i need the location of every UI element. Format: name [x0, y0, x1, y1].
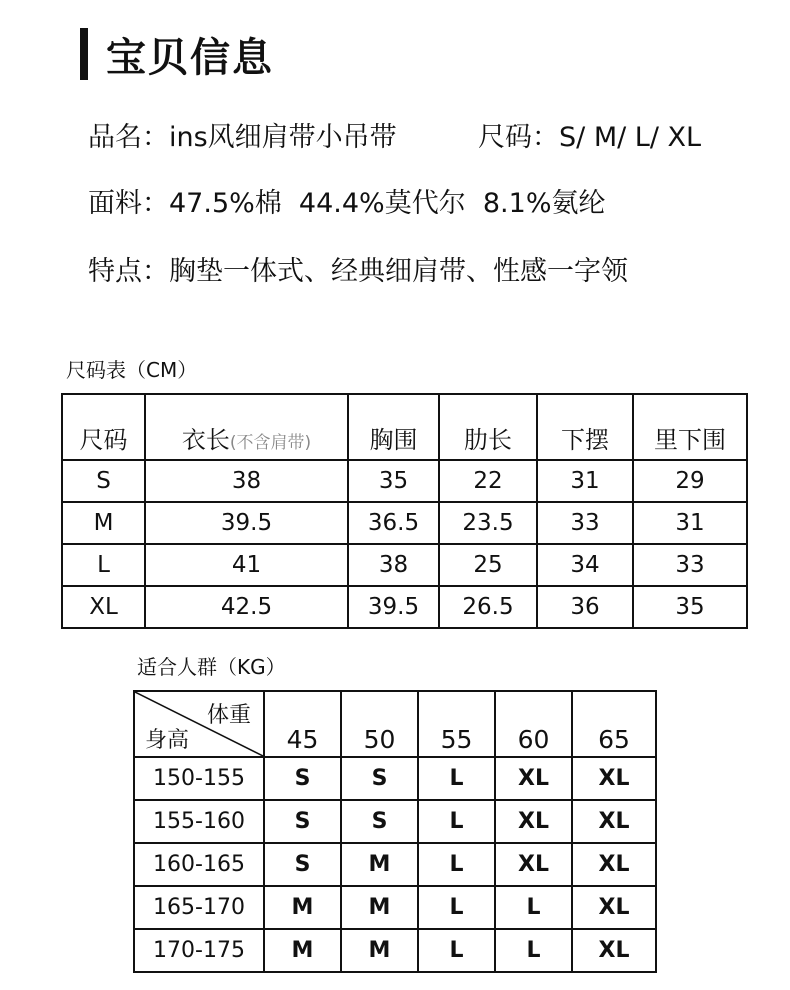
- height-cell: 160-165: [134, 843, 264, 886]
- size-label: 尺码：: [478, 122, 559, 153]
- fit-size-cell: L: [418, 886, 495, 929]
- value-cell: 23.5: [439, 502, 537, 544]
- value-cell: 29: [633, 460, 747, 502]
- value-cell: 36: [537, 586, 633, 628]
- fit-size-cell: XL: [495, 757, 572, 800]
- fabric-line: [88, 184, 605, 224]
- value-cell: 36.5: [348, 502, 439, 544]
- fit-size-cell: XL: [495, 800, 572, 843]
- size-chart-header-row: [62, 394, 747, 460]
- header-rib-length: 肋长: [439, 394, 537, 460]
- fabric-label: 面料：: [88, 188, 169, 219]
- height-cell: 170-175: [134, 929, 264, 972]
- value-cell: 42.5: [145, 586, 348, 628]
- feature-line: [88, 252, 628, 292]
- fit-size-cell: S: [264, 757, 341, 800]
- header-bust: 胸围: [348, 394, 439, 460]
- value-cell: 35: [348, 460, 439, 502]
- weight-header: 50: [341, 691, 418, 757]
- table-row: [134, 800, 656, 843]
- fit-size-cell: M: [341, 929, 418, 972]
- fit-size-cell: XL: [572, 929, 656, 972]
- feature-label: 特点：: [88, 256, 169, 287]
- header-length-note: (不含肩带): [229, 433, 312, 453]
- weight-header: 65: [572, 691, 656, 757]
- height-cell: 155-160: [134, 800, 264, 843]
- fit-size-cell: XL: [495, 843, 572, 886]
- fit-size-cell: S: [341, 757, 418, 800]
- fit-size-cell: S: [264, 800, 341, 843]
- fit-size-cell: S: [264, 843, 341, 886]
- fit-size-cell: S: [341, 800, 418, 843]
- value-cell: 39.5: [348, 586, 439, 628]
- size-cell: S: [62, 460, 145, 502]
- weight-header: 45: [264, 691, 341, 757]
- fit-size-cell: L: [495, 929, 572, 972]
- header-under-bust: 里下围: [633, 394, 747, 460]
- fit-size-cell: M: [264, 886, 341, 929]
- table-row: [134, 843, 656, 886]
- feature-value: 胸垫一体式、经典细肩带、性感一字领: [169, 256, 628, 287]
- weight-header: 55: [418, 691, 495, 757]
- table-row: [62, 586, 747, 628]
- corner-height-label: 身高: [145, 728, 190, 753]
- value-cell: 35: [633, 586, 747, 628]
- fit-size-cell: M: [341, 886, 418, 929]
- table-row: [62, 544, 747, 586]
- fit-size-cell: M: [341, 843, 418, 886]
- table-row: [134, 886, 656, 929]
- value-cell: 22: [439, 460, 537, 502]
- fabric-value: 47.5%棉 44.4%莫代尔 8.1%氨纶: [169, 188, 606, 219]
- fit-size-cell: XL: [572, 886, 656, 929]
- header-size: 尺码: [62, 394, 145, 460]
- value-cell: 33: [537, 502, 633, 544]
- corner-weight-label: 体重: [206, 703, 251, 728]
- size-chart-label: 尺码表（CM）: [66, 358, 198, 382]
- header-hem: 下摆: [537, 394, 633, 460]
- table-row: [62, 460, 747, 502]
- corner-cell: [134, 691, 264, 757]
- page-title: 宝贝信息: [106, 35, 274, 81]
- table-row: [134, 929, 656, 972]
- table-row: [62, 502, 747, 544]
- product-name-line: [88, 118, 397, 158]
- fit-size-cell: XL: [572, 843, 656, 886]
- size-chart-table: [61, 393, 748, 629]
- value-cell: 33: [633, 544, 747, 586]
- value-cell: 34: [537, 544, 633, 586]
- size-line: [478, 118, 701, 158]
- value-cell: 41: [145, 544, 348, 586]
- fit-size-cell: XL: [572, 800, 656, 843]
- title-accent-bar: [80, 28, 88, 80]
- weight-header: 60: [495, 691, 572, 757]
- fit-size-cell: L: [418, 757, 495, 800]
- table-row: [134, 757, 656, 800]
- value-cell: 38: [145, 460, 348, 502]
- fit-size-cell: L: [418, 800, 495, 843]
- fit-size-cell: L: [418, 929, 495, 972]
- fit-size-cell: M: [264, 929, 341, 972]
- product-name-label: 品名：: [88, 122, 169, 153]
- height-cell: 150-155: [134, 757, 264, 800]
- fit-size-cell: L: [495, 886, 572, 929]
- size-value: S/ M/ L/ XL: [559, 122, 702, 153]
- value-cell: 38: [348, 544, 439, 586]
- value-cell: 31: [633, 502, 747, 544]
- fit-chart-header-row: [134, 691, 656, 757]
- fit-size-cell: XL: [572, 757, 656, 800]
- value-cell: 26.5: [439, 586, 537, 628]
- fit-size-cell: L: [418, 843, 495, 886]
- fit-chart-label: 适合人群（KG）: [137, 655, 286, 679]
- value-cell: 25: [439, 544, 537, 586]
- header-length-text: 衣长: [181, 426, 230, 454]
- product-name-value: ins风细肩带小吊带: [169, 122, 397, 153]
- size-cell: L: [62, 544, 145, 586]
- value-cell: 39.5: [145, 502, 348, 544]
- value-cell: 31: [537, 460, 633, 502]
- height-cell: 165-170: [134, 886, 264, 929]
- fit-chart-table: [133, 690, 657, 973]
- size-cell: XL: [62, 586, 145, 628]
- size-cell: M: [62, 502, 145, 544]
- header-length: [145, 394, 348, 460]
